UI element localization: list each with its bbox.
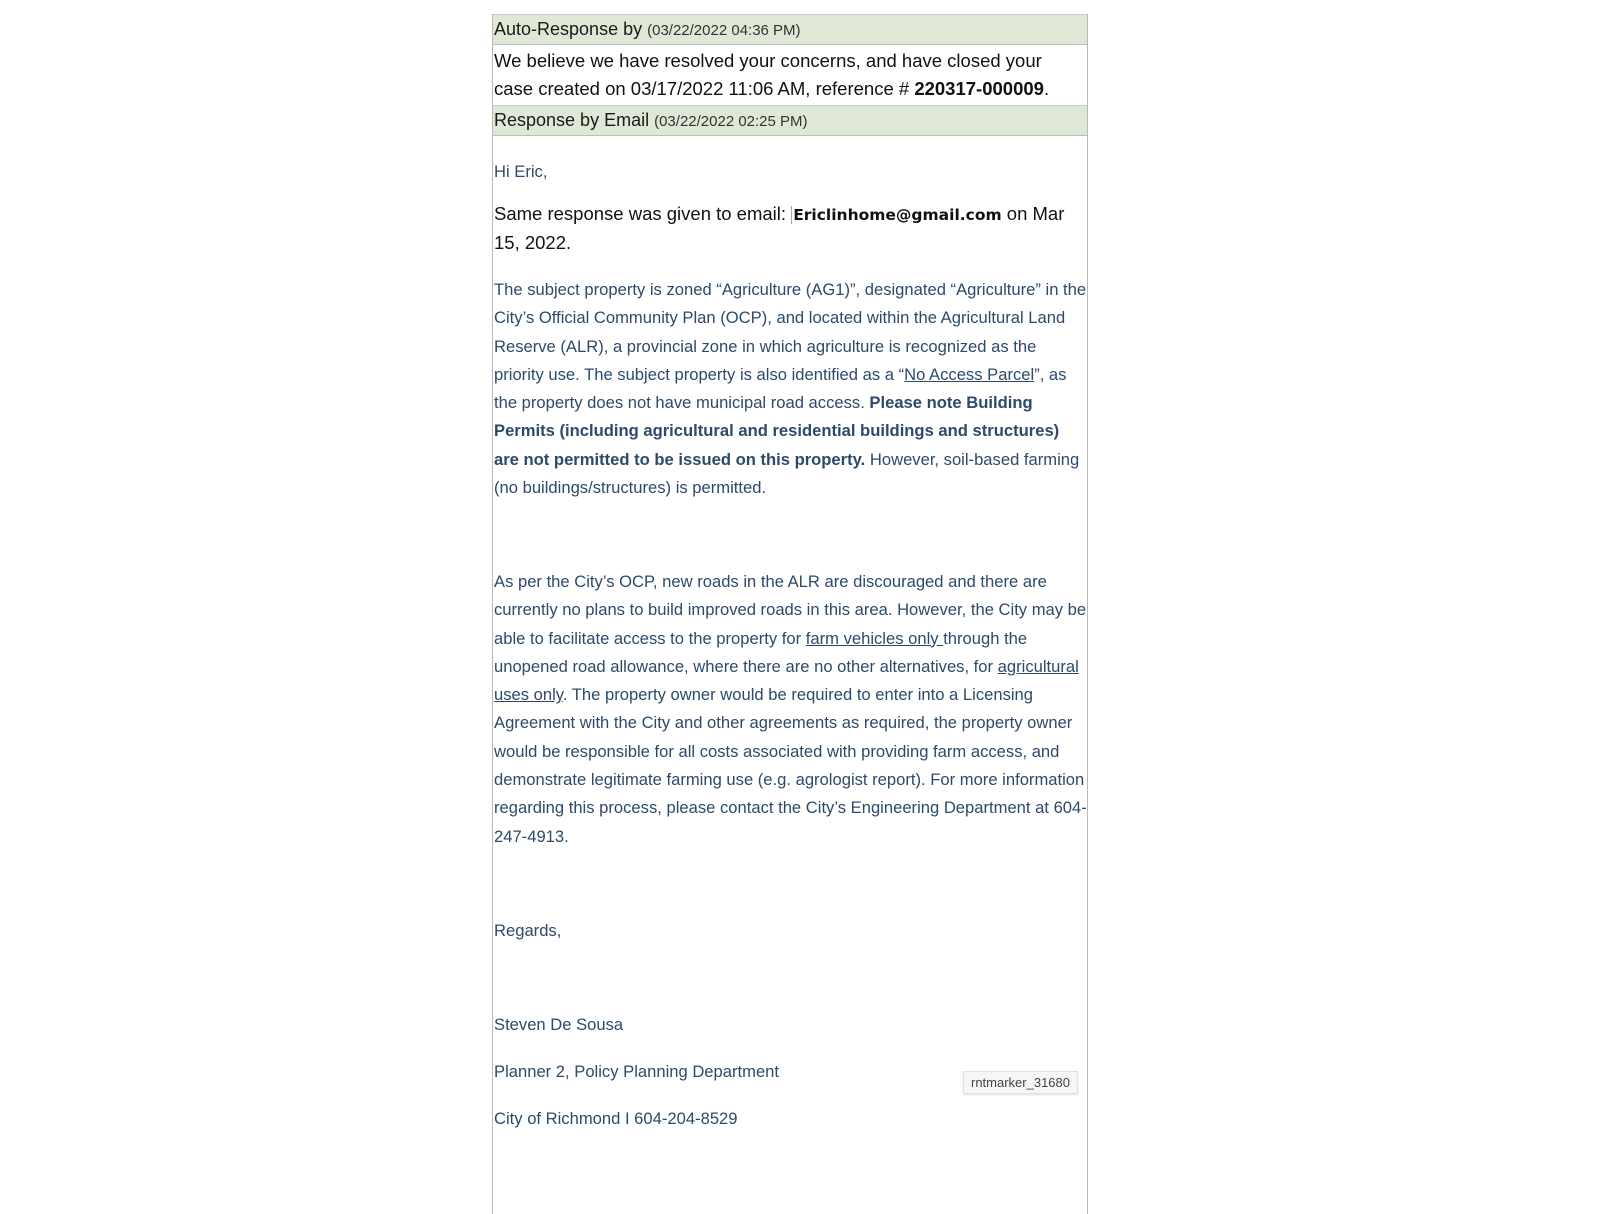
- farm-vehicles-only-text: farm vehicles only: [805, 628, 944, 648]
- no-access-parcel-link[interactable]: No Access Parcel: [904, 364, 1035, 384]
- zoning-text-2: ”, as the property does not have municipal road access.: [494, 364, 1067, 413]
- marker-tooltip: rntmarker_31680: [963, 1071, 1078, 1094]
- zoning-paragraph: [494, 276, 1087, 502]
- auto-response-body: [493, 45, 1087, 105]
- same-response-note: [494, 200, 1084, 257]
- building-permit-note: Please note Building Permits (including agricultural and residential buildings and structures) are not permitted to be issued on this property.: [494, 393, 1060, 469]
- case-thread-panel: [492, 14, 1088, 1214]
- email-response-header: [493, 105, 1087, 136]
- zoning-text-3: However, soil-based farming (no buildings/structures) is permitted.: [494, 449, 1080, 498]
- same-response-prefix: Same response was given to email:: [494, 203, 792, 224]
- auto-response-text: We believe we have resolved your concerns, and have closed your case created on 03/17/2022 11:06 AM, reference #: [494, 50, 1042, 99]
- road-text-1: As per the City’s OCP, new roads in the ALR are discouraged and there are currently no plans to build improved roads in this area. However, the City may be able to facilitate access to the property for: [494, 572, 1087, 648]
- email-address: Ericlinhome@gmail.com: [793, 206, 1002, 224]
- closing: Regards,: [494, 921, 562, 940]
- zoning-text-1: The subject property is zoned “Agriculture (AG1)”, designated “Agriculture” in the City’s Official Community Plan (OCP), and located within the Agricultural Land Reserve (ALR), a provincial zone in which agriculture is recognized as the priority use. The subject property is also identified as a “: [494, 280, 1087, 384]
- auto-response-suffix: .: [1043, 78, 1050, 99]
- road-text-3: . The property owner would be required to enter into a Licensing Agreement with the City and other agreements as required, the property owner would be responsible for all costs associated with providing farm access, and demonstrate legitimate farming use (e.g. agrologist report). For more information regarding this process, please contact the City’s Engineering Department at 604-247-4913.: [494, 685, 1087, 846]
- agricultural-uses-only-text: agricultural uses only: [494, 656, 1079, 705]
- signature-organization: City of Richmond I 604-204-8529: [494, 1109, 738, 1128]
- signature-title: Planner 2, Policy Planning Department: [494, 1062, 780, 1081]
- reference-number: 220317-000009: [914, 78, 1044, 99]
- auto-response-timestamp: (03/22/2022 04:36 PM): [647, 22, 801, 39]
- greeting: Hi Eric,: [494, 162, 548, 181]
- road-text-2: through the unopened road allowance, where there are no other alternatives, for: [494, 628, 1028, 676]
- email-response-label: Response by Email: [494, 110, 650, 130]
- email-response-timestamp: (03/22/2022 02:25 PM): [654, 113, 808, 130]
- road-access-paragraph: [494, 568, 1087, 851]
- auto-response-header: [493, 14, 1087, 45]
- auto-response-label: Auto-Response by: [494, 19, 643, 39]
- same-response-suffix: on Mar 15, 2022.: [494, 203, 1065, 253]
- signature-name: Steven De Sousa: [494, 1015, 624, 1034]
